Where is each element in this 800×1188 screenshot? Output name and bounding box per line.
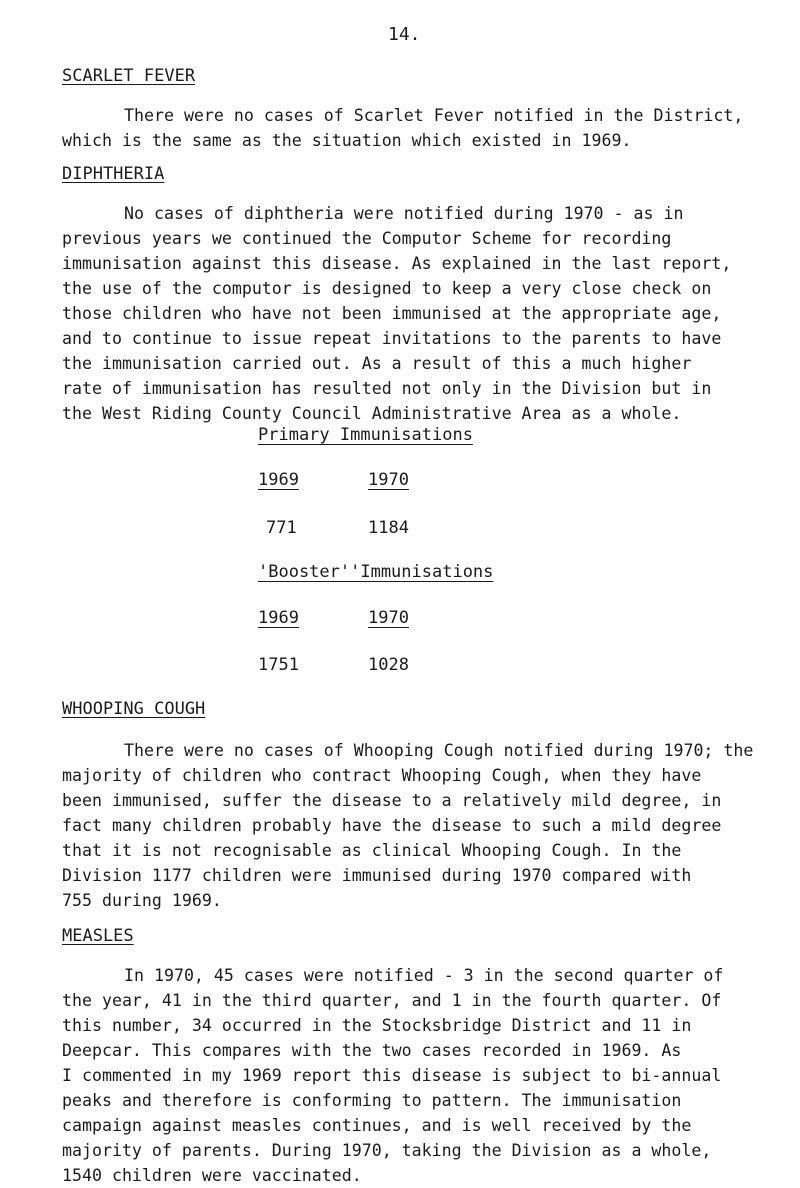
text-line: I commented in my 1969 report this disease is subject to bi-annual [62, 1066, 722, 1085]
heading-diphtheria: DIPHTHERIA [62, 164, 165, 184]
text-line: immunisation against this disease. As explained in the last report, [62, 254, 732, 273]
text-line: and to continue to issue repeat invitations to the parents to have [62, 329, 722, 348]
text-line: those children who have not been immunised at the appropriate age, [62, 304, 722, 323]
booster-immunisations-title: 'Booster''Immunisations [258, 562, 494, 582]
text-line: fact many children probably have the disease to such a mild degree [62, 816, 722, 835]
text-line: previous years we continued the Computor Scheme for recording [62, 229, 672, 248]
heading-measles: MEASLES [62, 926, 134, 946]
text-line: No cases of diphtheria were notified during 1970 - as in [124, 204, 684, 223]
heading-scarlet-fever: SCARLET FEVER [62, 66, 196, 86]
paragraph-whooping-cough [62, 738, 797, 913]
text-line: 1540 children were vaccinated. [62, 1166, 362, 1185]
text-line: that it is not recognisable as clinical Whooping Cough. In the [62, 841, 682, 860]
primary-value-1969: 771 [266, 518, 297, 538]
booster-year-1970: 1970 [368, 608, 409, 628]
booster-value-1970: 1028 [368, 655, 409, 675]
text-line: Division 1177 children were immunised during 1970 compared with [62, 866, 692, 885]
text-line: majority of children who contract Whooping Cough, when they have [62, 766, 702, 785]
booster-year-1969: 1969 [258, 608, 299, 628]
text-line: Deepcar. This compares with the two cases recorded in 1969. As [62, 1041, 682, 1060]
text-line: which is the same as the situation which existed in 1969. [62, 131, 632, 150]
text-line: been immunised, suffer the disease to a relatively mild degree, in [62, 791, 722, 810]
primary-value-1970: 1184 [368, 518, 409, 538]
paragraph-scarlet-fever [62, 103, 797, 153]
text-line: the year, 41 in the third quarter, and 1 in the fourth quarter. Of [62, 991, 722, 1010]
text-line: the West Riding County Council Administrative Area as a whole. [62, 404, 682, 423]
text-line: the immunisation carried out. As a result of this a much higher [62, 354, 692, 373]
page-number: 14. [388, 24, 421, 45]
text-line: rate of immunisation has resulted not only in the Division but in [62, 379, 712, 398]
primary-immunisations-title: Primary Immunisations [258, 425, 473, 445]
text-line: this number, 34 occurred in the Stocksbridge District and 11 in [62, 1016, 692, 1035]
primary-year-1969: 1969 [258, 470, 299, 490]
text-line: There were no cases of Scarlet Fever notified in the District, [124, 106, 744, 125]
text-line: campaign against measles continues, and is well received by the [62, 1116, 692, 1135]
text-line: the use of the computor is designed to keep a very close check on [62, 279, 712, 298]
heading-whooping-cough: WHOOPING COUGH [62, 699, 206, 719]
booster-value-1969: 1751 [258, 655, 299, 675]
text-line: 755 during 1969. [62, 891, 222, 910]
text-line: majority of parents. During 1970, taking the Division as a whole, [62, 1141, 712, 1160]
text-line: There were no cases of Whooping Cough notified during 1970; the [124, 741, 754, 760]
primary-year-1970: 1970 [368, 470, 409, 490]
paragraph-measles [62, 963, 797, 1188]
text-line: peaks and therefore is conforming to pattern. The immunisation [62, 1091, 682, 1110]
paragraph-diphtheria [62, 201, 797, 426]
text-line: In 1970, 45 cases were notified - 3 in the second quarter of [124, 966, 724, 985]
